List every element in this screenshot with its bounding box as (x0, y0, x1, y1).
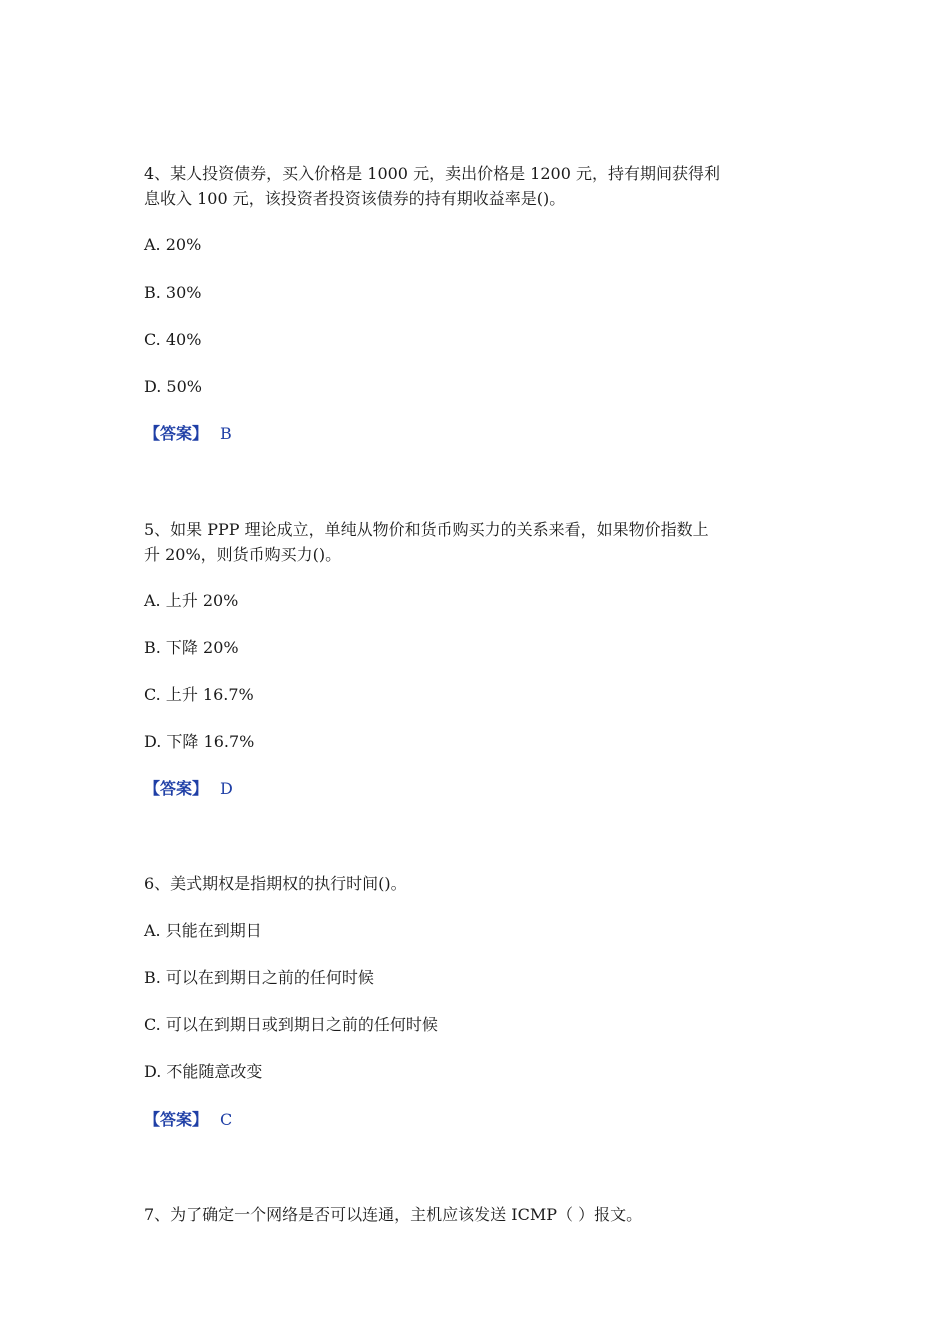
q6-option-c: C. 可以在到期日或到期日之前的任何时候 (144, 1015, 438, 1034)
q5-answer-value: D (220, 779, 233, 798)
q4-option-d: D. 50% (144, 377, 202, 396)
q4-stem-line-1: 4、某人投资债券，买入价格是 1000 元，卖出价格是 1200 元，持有期间获得利 (144, 164, 720, 183)
q4-answer (144, 422, 824, 446)
q5-stem-line-1: 5、如果 PPP 理论成立，单纯从物价和货币购买力的关系来看，如果物价指数上 (144, 520, 709, 539)
q4-answer-label: 【答案】 (144, 424, 209, 443)
q6-option-a: A. 只能在到期日 (144, 921, 262, 940)
q4-option-a: A. 20% (144, 235, 202, 254)
q6-answer-value: C (220, 1110, 233, 1129)
q5-option-b: B. 下降 20% (144, 638, 239, 657)
q4-answer-value: B (220, 424, 232, 443)
q5-answer (144, 777, 824, 801)
q5-answer-label: 【答案】 (144, 779, 209, 798)
q6-option-d: D. 不能随意改变 (144, 1062, 263, 1081)
q4-option-b: B. 30% (144, 283, 202, 302)
q4-option-c: C. 40% (144, 330, 202, 349)
q6-stem-line-1: 6、美式期权是指期权的执行时间()。 (144, 874, 407, 893)
q6-answer (144, 1108, 824, 1132)
q5-option-c: C. 上升 16.7% (144, 685, 254, 704)
q4-stem-line-2: 息收入 100 元，该投资者投资该债券的持有期收益率是()。 (144, 189, 566, 208)
q6-answer-label: 【答案】 (144, 1110, 209, 1129)
q7-stem-line-1: 7、为了确定一个网络是否可以连通，主机应该发送 ICMP（ ）报文。 (144, 1205, 643, 1224)
q6-option-b: B. 可以在到期日之前的任何时候 (144, 968, 374, 987)
q5-option-d: D. 下降 16.7% (144, 732, 255, 751)
q5-stem-line-2: 升 20%，则货币购买力()。 (144, 545, 342, 564)
q5-option-a: A. 上升 20% (144, 591, 239, 610)
